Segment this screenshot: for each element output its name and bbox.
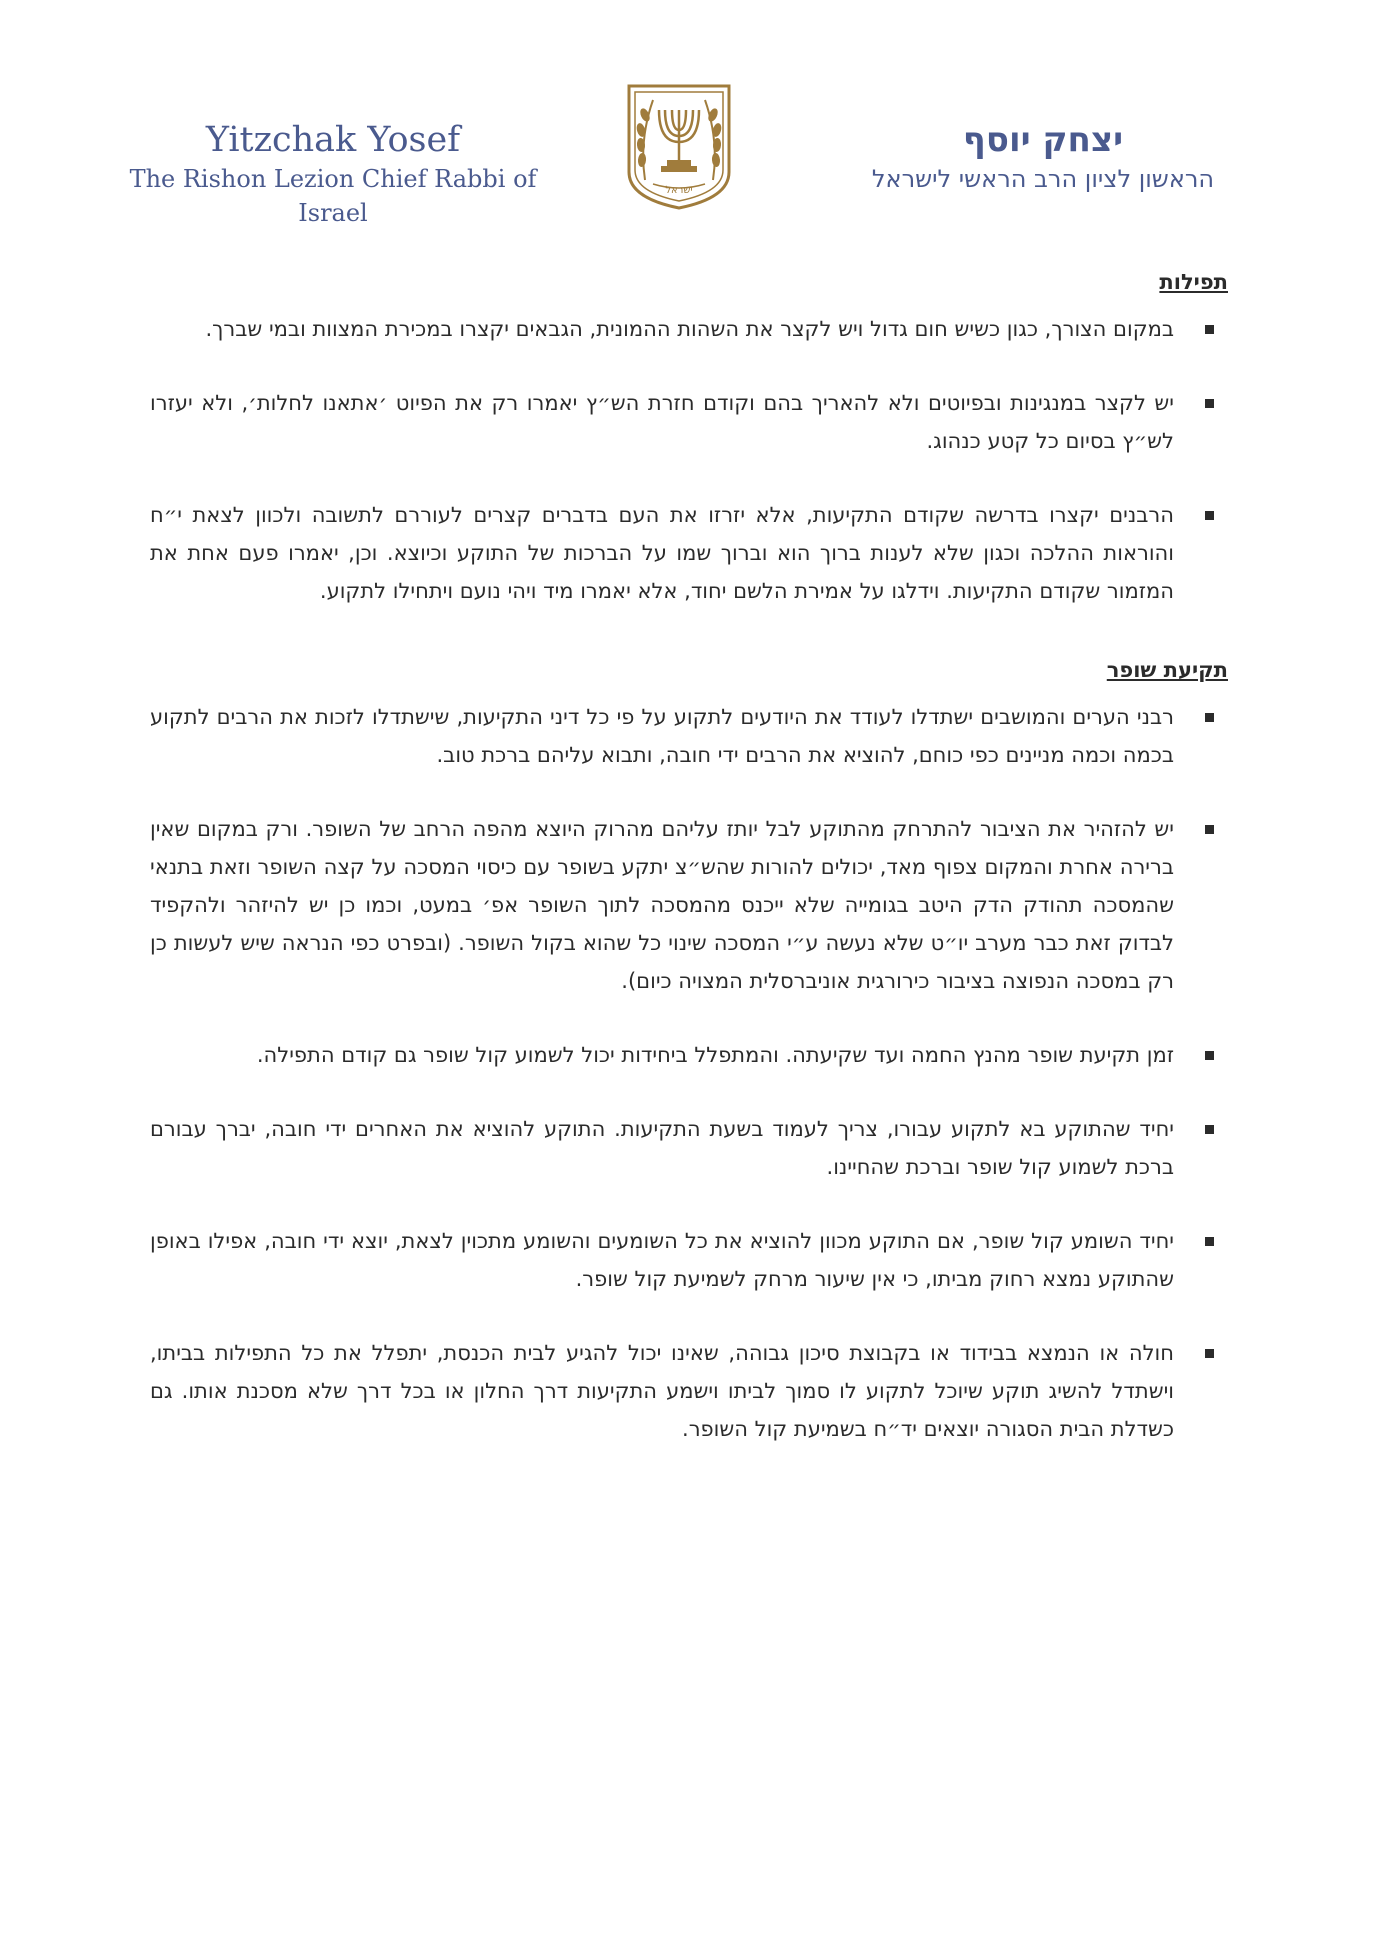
list-item: [150, 1222, 1228, 1298]
document-body: [150, 268, 1228, 1484]
english-name: Yitzchak Yosef: [205, 120, 461, 160]
bullet-square-icon: [1205, 1125, 1214, 1134]
list-item: [150, 496, 1228, 610]
hebrew-name: יצחק יוסף: [962, 120, 1124, 160]
list-item-text: יש לקצר במנגינות ובפיוטים ולא להאריך בהם וקודם חזרת הש״ץ יאמרו רק את הפיוט ׳אתאנו לחלות׳, ולא יעזרו לש״ץ בסיום כל קטע כנהוג.: [150, 391, 1174, 453]
svg-text:ישראל: ישראל: [665, 185, 693, 196]
bullet-square-icon: [1205, 1237, 1214, 1246]
bullet-square-icon: [1205, 825, 1214, 834]
bullet-square-icon: [1205, 1349, 1214, 1358]
bullet-square-icon: [1205, 511, 1214, 520]
bullet-square-icon: [1205, 713, 1214, 722]
list-item: [150, 384, 1228, 460]
list-item: [150, 1334, 1228, 1448]
section-shofar: [150, 656, 1228, 1448]
list-item-text: זמן תקיעת שופר מהנץ החמה ועד שקיעתה. והמתפלל ביחידות יכול לשמוע קול שופר גם קודם התפילה.: [256, 1043, 1174, 1067]
hebrew-title: הראשון לציון הרב הראשי לישראל: [871, 165, 1215, 193]
list-item: [150, 1036, 1228, 1074]
bullet-square-icon: [1205, 399, 1214, 408]
list-item-text: במקום הצורך, כגון כשיש חום גדול ויש לקצר את השהות ההמונית, הגבאים יקצרו במכירת המצוות ובמי שברך.: [205, 317, 1174, 341]
list-item-text: חולה או הנמצא בבידוד או בקבוצת סיכון גבוהה, שאינו יכול להגיע לבית הכנסת, יתפלל את כל התפילות בביתו, וישתדל להשיג תוקע שיוכל לתקוע לו סמוך לביתו וישמע התקיעות דרך החלון או בכל דרך שלא מסכנת אותו. גם כשדלת הבית הסגורה יוצאים יד״ח בשמיעת קול השופר.: [150, 1341, 1174, 1441]
bullet-square-icon: [1205, 1051, 1214, 1060]
state-emblem-icon: [623, 80, 735, 212]
list-item-text: יחיד השומע קול שופר, אם התוקע מכוון להוציא את כל השומעים והשומע מתכוין לצאת, יוצא ידי חובה, אפילו באופן שהתוקע נמצא רחוק מביתו, כי אין שיעור מרחק לשמיעת קול שופר.: [150, 1229, 1174, 1291]
bullet-list: [150, 698, 1228, 1448]
section-heading: תפילות: [1159, 270, 1228, 294]
list-item: [150, 1110, 1228, 1186]
list-item-text: יחיד שהתוקע בא לתקוע עבורו, צריך לעמוד בשעת התקיעות. התוקע להוציא את האחרים ידי חובה, יברך עבורם ברכת לשמוע קול שופר וברכת שהחיינו.: [150, 1117, 1174, 1179]
section-prayers: [150, 268, 1228, 610]
section-heading: תקיעת שופר: [1106, 658, 1228, 682]
english-title: The Rishon Lezion Chief Rabbi of Israel: [129, 165, 537, 227]
list-item-text: הרבנים יקצרו בדרשה שקודם התקיעות, אלא יזרזו את העם בדברים קצרים לעוררם לתשובה ולכוון לצאת י״ח והוראות ההלכה וכגון שלא לענות ברוך הוא וברוך שמו על הברכות של התוקע וכיוצא. וכן, יאמרו פעם אחת את המזמור שקודם התקיעות. וידלגו על אמירת הלשם יחוד, אלא יאמרו מיד ויהי נועם ויתחילו לתקוע.: [150, 503, 1174, 603]
letterhead-english: [98, 118, 568, 230]
list-item-text: רבני הערים והמושבים ישתדלו לעודד את היודעים לתקוע על פי כל דיני התקיעות, שישתדלו לזכות את הרבים לתקוע בכמה וכמה מניינים כפי כוחם, להוציא את הרבים ידי חובה, ותבוא עליהם ברכת טוב.: [150, 705, 1174, 767]
list-item: [150, 310, 1228, 348]
list-item-text: יש להזהיר את הציבור להתרחק מהתוקע לבל יותז עליהם מהרוק היוצא מהפה הרחב של השופר. ורק במקום שאין ברירה אחרת והמקום צפוף מאד, יכולים להורות שהש״צ יתקע בשופר עם כיסוי המסכה על קצה השופר וזאת בתנאי שהמסכה תהודק הדק היטב בגומייה שלא ייכנס מהמסכה לתוך השופר אפ׳ במעט, וכמו כן יש להיזהר ולהקפיד לבדוק זאת כבר מערב יו״ט שלא נעשה ע״י המסכה שינוי כל שהוא בקול השופר. (ובפרט כפי הנראה שיש לעשות כן רק במסכה הנפוצה בציבור כירורגית אוניברסלית המצויה כיום).: [150, 817, 1174, 993]
bullet-square-icon: [1205, 325, 1214, 334]
bullet-list: [150, 310, 1228, 610]
letterhead-hebrew: [808, 118, 1278, 196]
list-item: [150, 698, 1228, 774]
list-item: [150, 810, 1228, 1000]
